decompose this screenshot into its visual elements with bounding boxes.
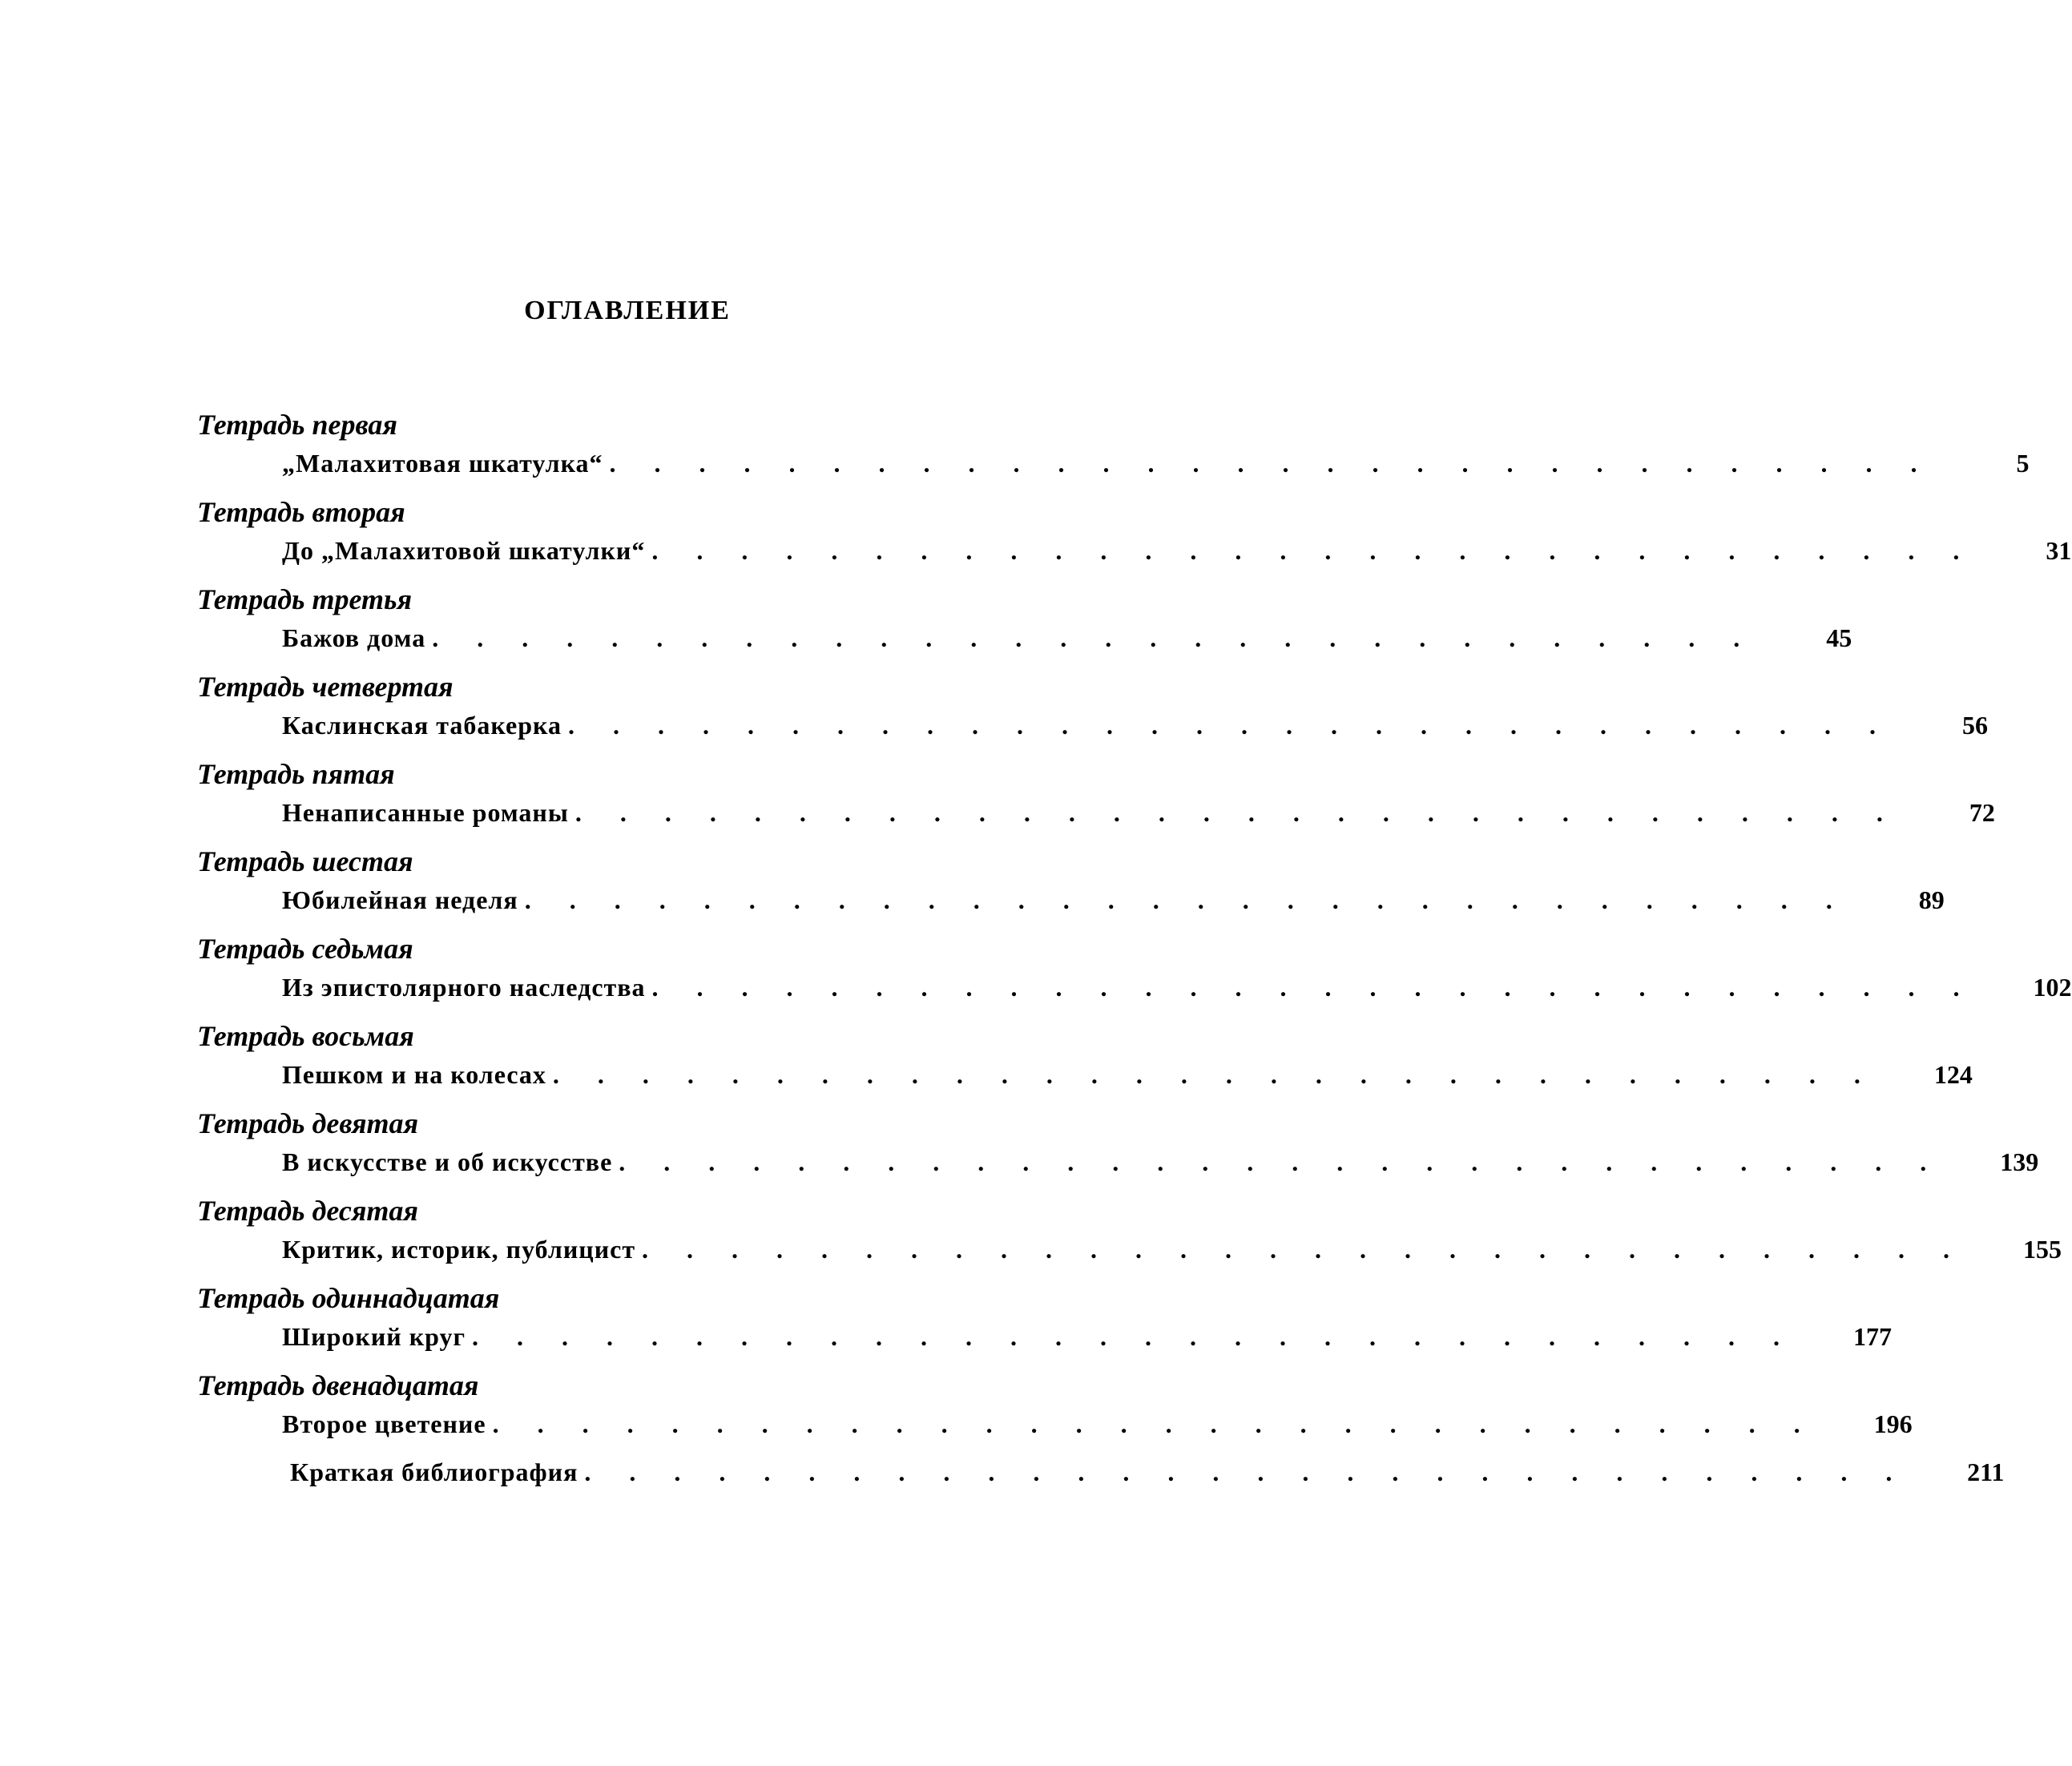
page-number: 5 [2016, 449, 2030, 478]
dot-leader: . . . . . . . . . . . . . . . . . . . . . . . . . . . . . . [472, 1322, 1796, 1351]
section-heading: Тетрадь пятая [197, 758, 395, 790]
toc-entry[interactable] [282, 881, 1945, 918]
section-heading: Тетрадь десятая [197, 1195, 418, 1227]
dot-leader: . . . . . . . . . . . . . . . . . . . . . . . . . . . . . . [524, 885, 1848, 914]
entry-title: Каслинская табакерка [282, 711, 562, 740]
entry-title: „Малахитовая шкатулка“ [282, 449, 603, 478]
dot-leader: . . . . . . . . . . . . . . . . . . . . . . . . . . . . . . [574, 798, 1899, 827]
page-number: 196 [1873, 1409, 1913, 1438]
toc-section [0, 756, 1995, 844]
entry-title: Бажов дома [282, 623, 426, 652]
dot-leader: . . . . . . . . . . . . . . . . . . . . . . . . . . . . . . [552, 1060, 1876, 1089]
toc-entry[interactable] [282, 619, 1852, 656]
toc-entry-bibliography[interactable] [290, 1454, 2005, 1490]
section-heading: Тетрадь вторая [197, 496, 405, 528]
dot-leader: . . . . . . . . . . . . . . . . . . . . . . . . . . . . . . [642, 1235, 1966, 1264]
toc-section [0, 1368, 1913, 1455]
toc-section [0, 1280, 1893, 1368]
dot-leader: . . . . . . . . . . . . . . . . . . . . . . . . . . . . . . [619, 1147, 1943, 1176]
toc-section [0, 494, 2072, 582]
toc-entry[interactable] [282, 794, 1995, 831]
toc-entry[interactable] [282, 445, 2030, 482]
toc-section [0, 1018, 1973, 1106]
section-heading: Тетрадь двенадцатая [197, 1369, 479, 1401]
dot-leader: . . . . . . . . . . . . . . . . . . . . . . . . . . . . . . [432, 623, 1756, 652]
entry-title: Пешком и на колесах [282, 1060, 546, 1089]
page-number: 177 [1853, 1322, 1893, 1351]
toc-entry[interactable] [282, 532, 2072, 569]
toc-entry[interactable] [282, 1231, 2062, 1268]
section-heading: Тетрадь восьмая [197, 1020, 414, 1052]
toc-entry[interactable] [282, 1318, 1893, 1355]
toc-section [0, 1106, 2039, 1193]
dot-leader: . . . . . . . . . . . . . . . . . . . . . . . . . . . . . . [609, 449, 1933, 478]
page-number: 211 [1967, 1458, 2005, 1486]
dot-leader: . . . . . . . . . . . . . . . . . . . . . . . . . . . . . . [567, 711, 1892, 740]
section-heading: Тетрадь первая [197, 409, 397, 441]
dot-leader: . . . . . . . . . . . . . . . . . . . . . . . . . . . . . . [492, 1409, 1816, 1438]
page-number: 72 [1969, 798, 1995, 827]
toc-entry[interactable] [282, 1143, 2039, 1180]
section-heading: Тетрадь девятая [197, 1107, 419, 1139]
page-title: ОГЛАВЛЕНИЕ [524, 296, 731, 325]
toc-section [0, 407, 2030, 494]
page-number: 31 [2046, 536, 2072, 565]
section-heading: Тетрадь седьмая [197, 933, 413, 965]
dot-leader: . . . . . . . . . . . . . . . . . . . . . . . . . . . . . . [584, 1458, 1909, 1486]
toc-section [0, 582, 1852, 669]
toc-entry[interactable] [282, 1056, 1973, 1093]
entry-title: В искусстве и об искусстве [282, 1147, 613, 1176]
entry-title: Краткая библиография [290, 1458, 578, 1486]
toc-section [0, 931, 2072, 1018]
toc-section [0, 669, 1988, 756]
page-number: 89 [1918, 885, 1945, 914]
page-number: 124 [1933, 1060, 1973, 1089]
section-heading: Тетрадь третья [197, 583, 413, 615]
entry-title: До „Малахитовой шкатулки“ [282, 536, 646, 565]
entry-title: Юбилейная неделя [282, 885, 518, 914]
page-number: 56 [1961, 711, 1988, 740]
entry-title: Второе цветение [282, 1409, 486, 1438]
toc-entry[interactable] [282, 1405, 1913, 1442]
dot-leader: . . . . . . . . . . . . . . . . . . . . . . . . . . . . . . [651, 973, 1976, 1002]
toc-section [0, 1193, 2062, 1280]
page-number: 139 [2000, 1147, 2039, 1176]
entry-title: Широкий круг [282, 1322, 466, 1351]
section-heading: Тетрадь одиннадцатая [197, 1282, 500, 1314]
table-of-contents [0, 407, 2072, 1455]
toc-section [0, 844, 1945, 931]
entry-title: Ненаписанные романы [282, 798, 569, 827]
entry-title: Из эпистолярного наследства [282, 973, 646, 1002]
section-heading: Тетрадь четвертая [197, 671, 454, 703]
entry-title: Критик, историк, публицист [282, 1235, 636, 1264]
page-number: 102 [2033, 973, 2072, 1002]
section-heading: Тетрадь шестая [197, 845, 413, 877]
page-number: 155 [2023, 1235, 2062, 1264]
toc-entry[interactable] [282, 969, 2072, 1006]
page-number: 45 [1826, 623, 1852, 652]
dot-leader: . . . . . . . . . . . . . . . . . . . . . . . . . . . . . . [651, 536, 1976, 565]
toc-entry[interactable] [282, 707, 1988, 744]
